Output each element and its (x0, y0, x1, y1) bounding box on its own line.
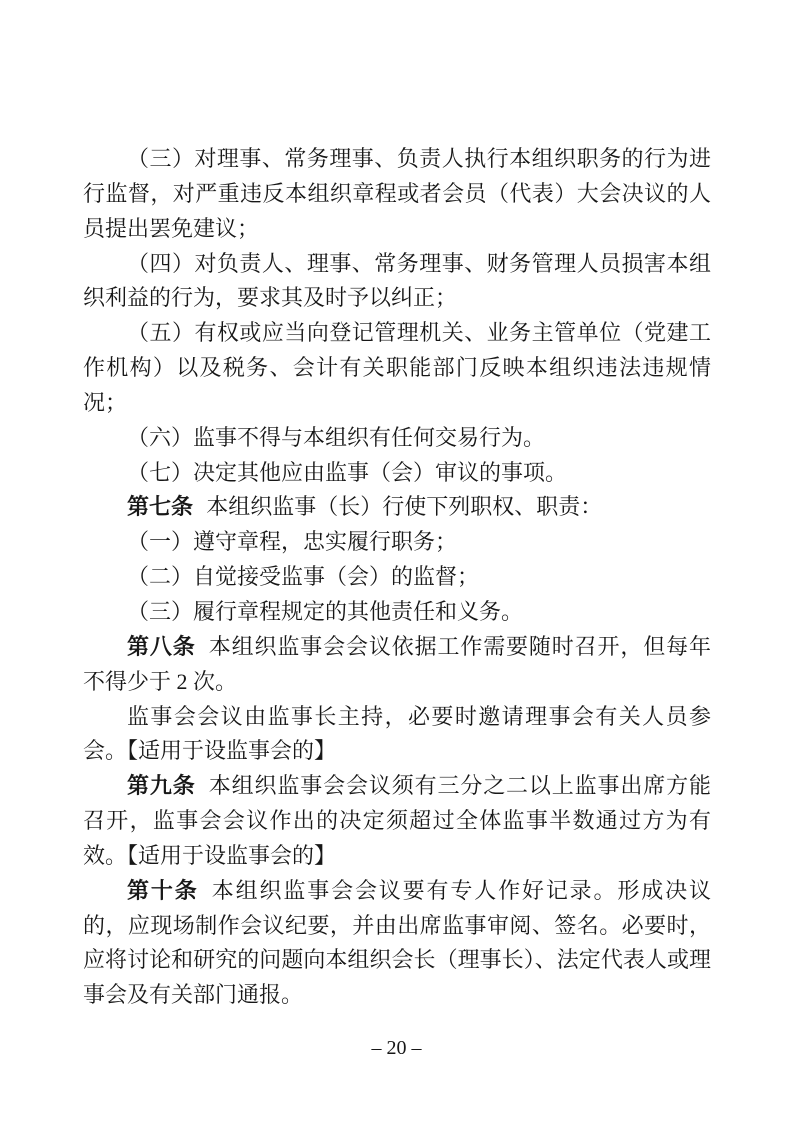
paragraph (83, 560, 711, 595)
article-number: 第九条 (127, 773, 196, 799)
paragraph (83, 874, 711, 1013)
paragraph-text: 监事会会议由监事长主持，必要时邀请理事会有关人员参会。【适用于设监事会的】 (83, 703, 711, 764)
paragraph-text: 本组织监事（长）行使下列职权、职责： (206, 494, 603, 520)
paragraph-text: （七）决定其他应由监事（会）审议的事项。 (127, 459, 568, 485)
paragraph (83, 142, 711, 247)
page-number: – 20 – (371, 1037, 422, 1059)
paragraph (83, 316, 711, 421)
paragraph-text: （三）履行章程规定的其他责任和义务。 (127, 598, 524, 624)
paragraph-text: （一）遵守章程，忠实履行职务； (127, 529, 458, 555)
paragraph (83, 700, 711, 770)
paragraph-text: （五）有权或应当向登记管理机关、业务主管单位（党建工作机构）以及税务、会计有关职能部门反映本组织违法违规情况； (83, 320, 711, 415)
paragraph-text: 本组织监事会会议要有专人作好记录。形成决议的，应现场制作会议纪要，并由出席监事审阅、签名。必要时，应将讨论和研究的问题向本组织会长（理事长）、法定代表人或理事会及有关部门通报。 (83, 877, 711, 1008)
paragraph (83, 630, 711, 700)
article-number: 第七条 (127, 494, 194, 520)
paragraph-text: （三）对理事、常务理事、负责人执行本组织职务的行为进行监督，对严重违反本组织章程或者会员（代表）大会决议的人员提出罢免建议； (83, 146, 711, 241)
article-number: 第八条 (127, 633, 196, 659)
paragraph-text: 本组织监事会会议依据工作需要随时召开，但每年不得少于 2 次。 (83, 633, 711, 694)
paragraph (83, 769, 711, 874)
paragraph-text: （二）自觉接受监事（会）的监督； (127, 564, 480, 590)
paragraph (83, 247, 711, 317)
document-body (83, 142, 711, 1013)
paragraph (83, 525, 711, 560)
paragraph (83, 490, 711, 525)
paragraph (83, 456, 711, 491)
paragraph-text: （六）监事不得与本组织有任何交易行为。 (127, 424, 546, 450)
paragraph-text: （四）对负责人、理事、常务理事、财务管理人员损害本组织利益的行为，要求其及时予以纠正； (83, 250, 711, 311)
article-number: 第十条 (127, 877, 199, 903)
paragraph (83, 421, 711, 456)
paragraph (83, 595, 711, 630)
paragraph-text: 本组织监事会会议须有三分之二以上监事出席方能召开，监事会会议作出的决定须超过全体监事半数通过方为有效。【适用于设监事会的】 (83, 773, 711, 868)
